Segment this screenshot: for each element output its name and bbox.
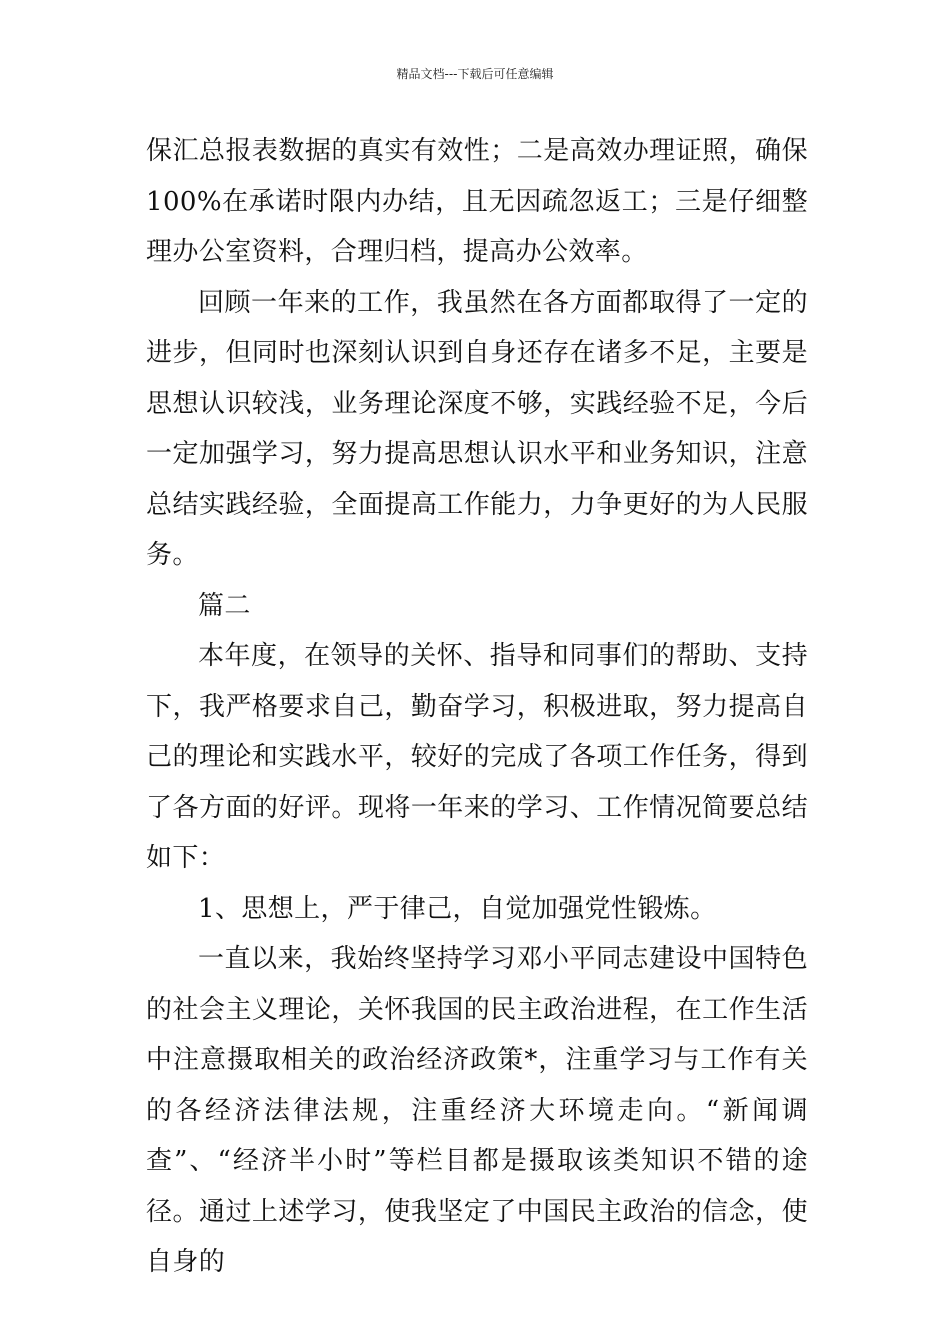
paragraph-continuation: 保汇总报表数据的真实有效性；二是高效办理证照，确保100%在承诺时限内办结，且无因疏忽返工；三是仔细整理办公室资料，合理归档，提高办公效率。 bbox=[146, 136, 808, 267]
section-heading: 篇二 bbox=[198, 590, 251, 621]
paragraph-review: 回顾一年来的工作，我虽然在各方面都取得了一定的进步，但同时也深刻认识到自身还存在诸多不足，主要是思想认识较浅，业务理论深度不够，实践经验不足，今后一定加强学习，努力提高思想认识水平和业务知识，注意总结实践经验，全面提高工作能力，力争更好的为人民服务。 bbox=[146, 287, 808, 570]
paragraph-intro: 本年度，在领导的关怀、指导和同事们的帮助、支持下，我严格要求自己，勤奋学习，积极进取，努力提高自己的理论和实践水平，较好的完成了各项工作任务，得到了各方面的好评。现将一年来的学习、工作情况简要总结如下： bbox=[146, 641, 808, 873]
page-header: 精品文档---下载后可任意编辑 bbox=[396, 67, 554, 81]
document-body bbox=[146, 126, 808, 1288]
list-item-heading: 1、思想上，严于律己，自觉加强党性锻炼。 bbox=[198, 893, 717, 924]
paragraph-study: 一直以来，我始终坚持学习邓小平同志建设中国特色的社会主义理论，关怀我国的民主政治进程，在工作生活中注意摄取相关的政治经济政策*，注重学习与工作有关的各经济法律法规，注重经济大环境走向。“新闻调查”、“经济半小时”等栏目都是摄取该类知识不错的途径。通过上述学习，使我坚定了中国民主政治的信念，使自身的 bbox=[146, 944, 808, 1277]
